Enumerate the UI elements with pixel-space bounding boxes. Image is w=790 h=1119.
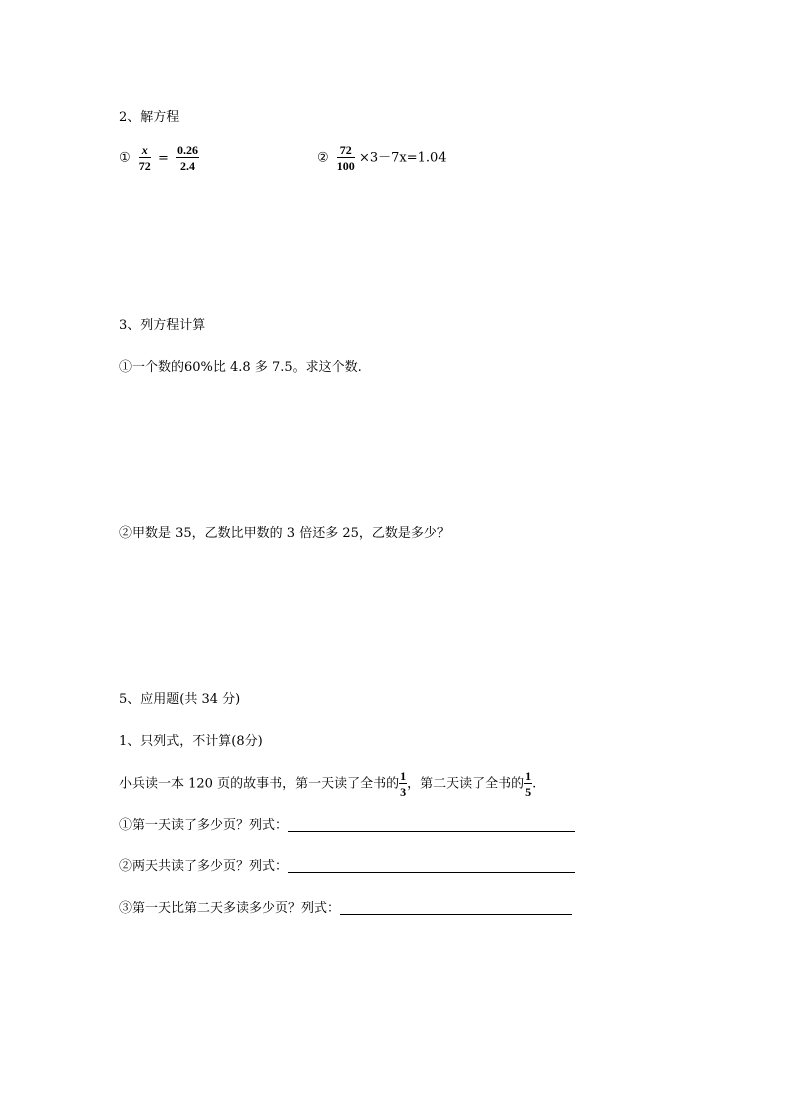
equation-2-numerator: 72 [337,144,355,158]
equation-2-rest: ×3－7x=1.04 [358,150,447,166]
problem-fraction-1-numerator: 1 [400,769,407,783]
section-5-title: 5、应用题(共 34 分) [119,692,241,707]
problem-text-b: ，第二天读了全书的 [407,776,525,792]
problem-fraction-2-numerator: 1 [525,769,532,783]
equation-1 [119,144,199,172]
equation-1-rhs-fraction [176,144,199,172]
equation-1-marker: ① [119,150,131,166]
problem-fraction-1-denominator: 3 [400,785,407,799]
ask-3-row [119,900,572,915]
equation-1-rhs-denominator: 2.4 [179,159,195,173]
ask-2-label: ②两天共读了多少页？列式： [119,859,289,874]
ask-2-answer-line[interactable] [288,858,575,873]
equation-2-fraction [337,144,355,172]
problem-fraction-2 [524,770,532,798]
problem-text-a: 小兵读一本 120 页的故事书，第一天读了全书的 [119,776,400,792]
problem-fraction-2-denominator: 5 [525,785,532,799]
equation-1-lhs-denominator: 72 [138,159,151,173]
section-2-title: 2、解方程 [119,110,180,125]
subsection-1-title: 1、只列式，不计算(8分) [119,734,263,749]
question-1: ①一个数的60%比 4.8 多 7.5。求这个数. [119,360,362,375]
equation-1-lhs-numerator: x [139,144,151,158]
ask-1-answer-line[interactable] [288,817,575,832]
problem-statement [119,770,536,798]
ask-3-answer-line[interactable] [340,900,572,915]
problem-text-c: . [532,776,537,792]
equation-1-rhs-numerator: 0.26 [176,143,198,157]
ask-3-label: ③第一天比第二天多读多少页？列式： [119,901,341,916]
ask-1-row [119,817,575,832]
equation-1-equals: = [157,150,169,166]
section-3-title: 3、列方程计算 [119,318,206,333]
equation-2 [317,144,447,172]
ask-1-label: ①第一天读了多少页？列式： [119,818,289,833]
problem-fraction-1 [399,770,407,798]
equation-2-denominator: 100 [336,159,355,173]
ask-2-row [119,858,575,873]
question-2: ②甲数是 35，乙数比甲数的 3 倍还多 25，乙数是多少？ [119,526,450,541]
equation-1-lhs-fraction [139,144,151,172]
equation-2-marker: ② [317,150,329,166]
